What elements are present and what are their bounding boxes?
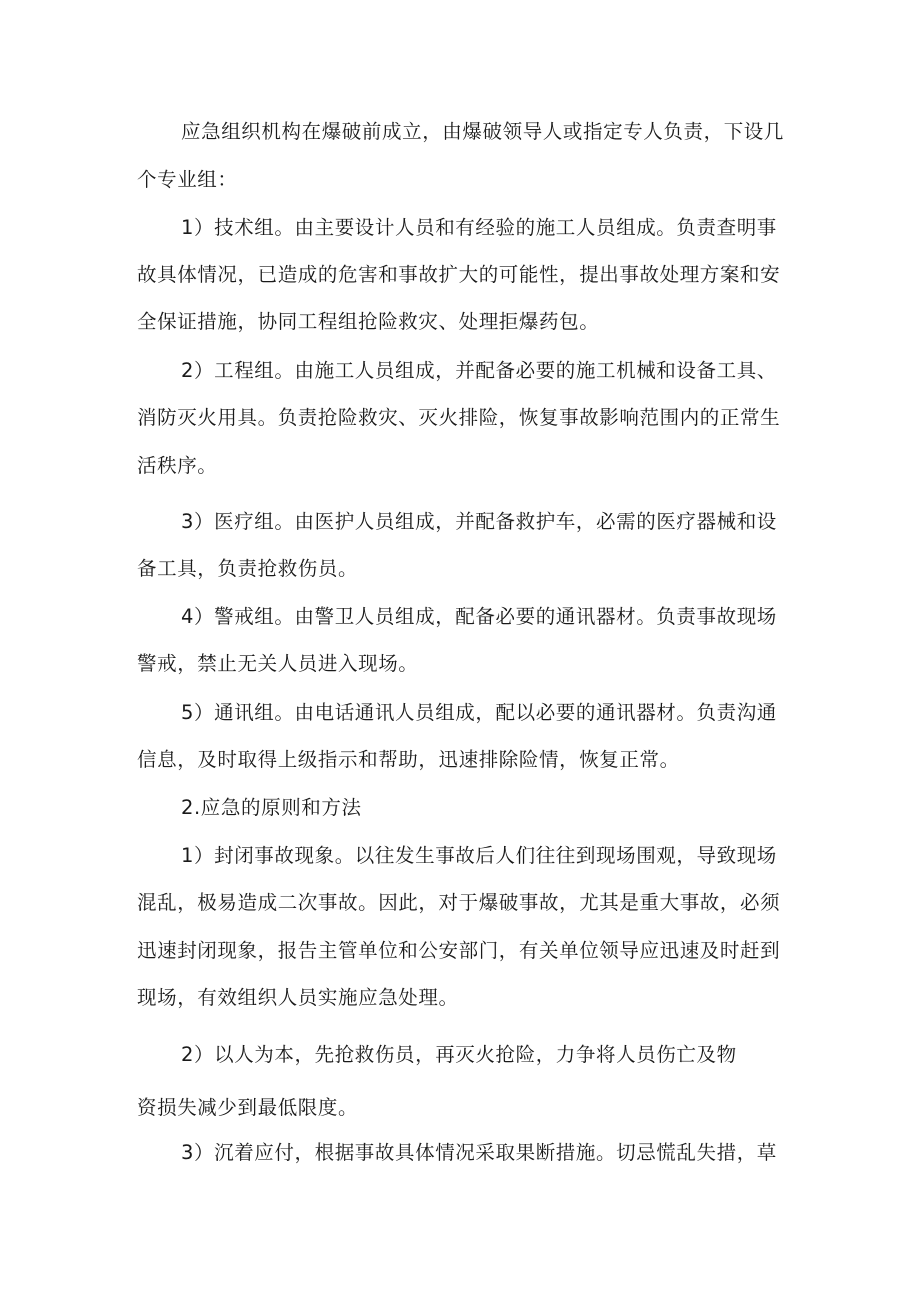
paragraph-line: 混乱，极易造成二次事故。因此，对于爆破事故，尤其是重大事故，必须 bbox=[137, 891, 781, 914]
paragraph-line: 5）通讯组。由电话通讯人员组成，配以必要的通讯器材。负责沟通 bbox=[181, 701, 777, 724]
paragraph-line: 消防灭火用具。负责抢险救灾、灭火排险，恢复事故影响范围内的正常生 bbox=[137, 406, 781, 429]
paragraph-line: 警戒，禁止无关人员进入现场。 bbox=[137, 652, 419, 675]
paragraph-line: 2）以人为本，先抢救伤员，再灭火抢险，力争将人员伤亡及物 bbox=[181, 1043, 737, 1066]
paragraph-line: 资损失减少到最低限度。 bbox=[137, 1096, 359, 1119]
paragraph-line: 1）封闭事故现象。以往发生事故后人们往往到现场围观，导致现场 bbox=[181, 844, 777, 867]
paragraph-line: 3）沉着应付，根据事故具体情况采取果断措施。切忌慌乱失措，草 bbox=[181, 1141, 777, 1164]
paragraph-line: 1）技术组。由主要设计人员和有经验的施工人员组成。负责查明事 bbox=[181, 216, 777, 239]
paragraph-line: 应急组织机构在爆破前成立，由爆破领导人或指定专人负责，下设几 bbox=[181, 120, 785, 143]
paragraph-line: 故具体情况，已造成的危害和事故扩大的可能性，提出事故处理方案和安 bbox=[137, 263, 781, 286]
paragraph-line: 迅速封闭现象，报告主管单位和公安部门，有关单位领导应迅速及时赶到 bbox=[137, 939, 781, 962]
section-heading: 2.应急的原则和方法 bbox=[181, 796, 362, 819]
paragraph-line: 全保证措施，协同工程组抢险救灾、处理拒爆药包。 bbox=[137, 310, 600, 333]
paragraph-line: 4）警戒组。由警卫人员组成，配备必要的通讯器材。负责事故现场 bbox=[181, 605, 777, 628]
paragraph-line: 个专业组： bbox=[137, 168, 238, 191]
paragraph-line: 信息，及时取得上级指示和帮助，迅速排除险情，恢复正常。 bbox=[137, 748, 680, 771]
paragraph-line: 活秩序。 bbox=[137, 454, 218, 477]
paragraph-line: 备工具，负责抢救伤员。 bbox=[137, 557, 359, 580]
paragraph-line: 2）工程组。由施工人员组成，并配备必要的施工机械和设备工具、 bbox=[181, 359, 777, 382]
paragraph-line: 3）医疗组。由医护人员组成，并配备救护车，必需的医疗器械和设 bbox=[181, 510, 777, 533]
paragraph-line: 现场，有效组织人员实施应急处理。 bbox=[137, 986, 459, 1009]
